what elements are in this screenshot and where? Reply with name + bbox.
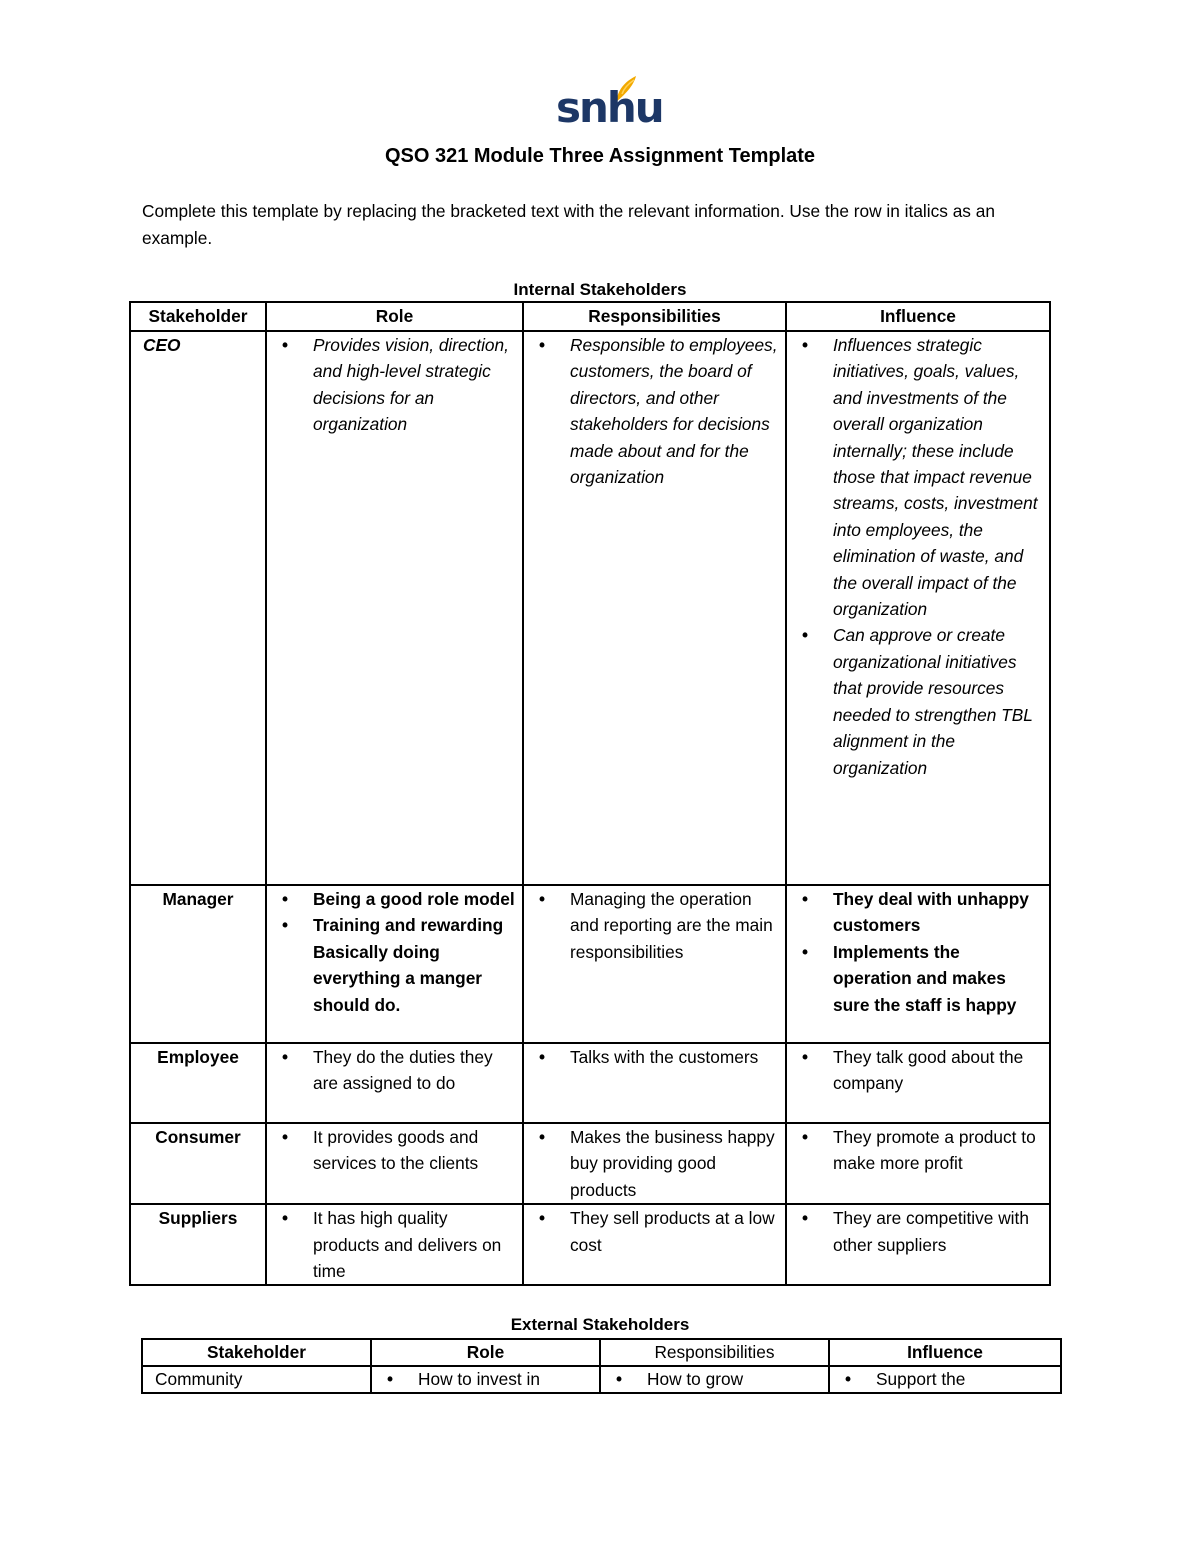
- header-responsibilities: Responsibilities: [523, 302, 786, 331]
- role-cell: [266, 885, 523, 1043]
- stakeholder-cell: Consumer: [130, 1123, 266, 1204]
- header-role: Role: [266, 302, 523, 331]
- stakeholder-cell: Suppliers: [130, 1204, 266, 1285]
- list-item: • How to invest in: [378, 1367, 593, 1392]
- influence-cell: [786, 885, 1050, 1043]
- list-item: • They promote a product to make more profit: [793, 1124, 1043, 1177]
- list-item: • They deal with unhappy customers: [793, 886, 1043, 939]
- list-item: • Managing the operation and reporting are the main responsibilities: [530, 886, 779, 965]
- role-cell: [371, 1366, 600, 1393]
- header-role: Role: [371, 1339, 600, 1366]
- header-responsibilities: Responsibilities: [600, 1339, 829, 1366]
- snhu-logo: [556, 74, 663, 132]
- role-cell: [266, 331, 523, 885]
- list-item: • Support the: [836, 1367, 1054, 1392]
- list-item: • They do the duties they are assigned to do: [273, 1044, 516, 1097]
- list-item: • Being a good role model: [273, 886, 516, 912]
- list-item: • Provides vision, direction, and high-level strategic decisions for an organization: [273, 332, 516, 438]
- role-cell: [266, 1123, 523, 1204]
- list-item: • They talk good about the company: [793, 1044, 1043, 1097]
- list-item: • How to grow: [607, 1367, 822, 1392]
- responsibilities-cell: [523, 1204, 786, 1285]
- internal-stakeholders-caption: Internal Stakeholders: [513, 280, 687, 299]
- stakeholder-cell: CEO: [130, 331, 266, 885]
- header-influence: Influence: [786, 302, 1050, 331]
- internal-stakeholders-table: [129, 301, 1051, 1286]
- influence-cell: [786, 1204, 1050, 1285]
- responsibilities-cell: [523, 885, 786, 1043]
- logo-wordmark: snhu: [556, 83, 663, 132]
- list-item: • They are competitive with other suppliers: [793, 1205, 1043, 1258]
- list-item: • They sell products at a low cost: [530, 1205, 779, 1258]
- list-item: • Talks with the customers: [530, 1044, 779, 1070]
- table-row-ceo: [130, 331, 1050, 885]
- list-item: • Influences strategic initiatives, goals, values, and investments of the overall organization internally; these include those that impact revenue streams, costs, investment into employees, the elimination of waste, and the overall impact of the organization: [793, 332, 1043, 622]
- responsibilities-cell: [523, 331, 786, 885]
- list-item: • Implements the operation and makes sure the staff is happy: [793, 939, 1043, 1018]
- list-item: • Training and rewarding Basically doing everything a manger should do.: [273, 912, 516, 1018]
- list-item: • It has high quality products and delivers on time: [273, 1205, 516, 1284]
- influence-cell: [786, 1043, 1050, 1123]
- list-item: • Makes the business happy buy providing good products: [530, 1124, 779, 1203]
- stakeholder-cell: Employee: [130, 1043, 266, 1123]
- table-row-manager: [130, 885, 1050, 1043]
- role-cell: [266, 1204, 523, 1285]
- external-stakeholders-caption: External Stakeholders: [510, 1315, 690, 1334]
- stakeholder-cell: Manager: [130, 885, 266, 1043]
- table-row-suppliers: [130, 1204, 1050, 1285]
- role-cell: [266, 1043, 523, 1123]
- table-header-row: [130, 302, 1050, 331]
- table-row-employee: [130, 1043, 1050, 1123]
- page-title: QSO 321 Module Three Assignment Template: [384, 145, 816, 167]
- table-row-community: [142, 1366, 1061, 1393]
- header-stakeholder: Stakeholder: [142, 1339, 371, 1366]
- responsibilities-cell: [523, 1123, 786, 1204]
- responsibilities-cell: [523, 1043, 786, 1123]
- external-stakeholders-table: [141, 1338, 1062, 1394]
- responsibilities-cell: [600, 1366, 829, 1393]
- list-item: • It provides goods and services to the clients: [273, 1124, 516, 1177]
- table-row-consumer: [130, 1123, 1050, 1204]
- influence-cell: [829, 1366, 1061, 1393]
- stakeholder-cell: Community: [142, 1366, 371, 1393]
- header-influence: Influence: [829, 1339, 1061, 1366]
- list-item: • Responsible to employees, customers, the board of directors, and other stakeholders for decisions made about and for the organization: [530, 332, 779, 490]
- table-header-row: [142, 1339, 1061, 1366]
- header-stakeholder: Stakeholder: [130, 302, 266, 331]
- instructions-text: Complete this template by replacing the bracketed text with the relevant information. Use the row in italics as an example.: [142, 201, 995, 248]
- influence-cell: [786, 331, 1050, 885]
- influence-cell: [786, 1123, 1050, 1204]
- list-item: • Can approve or create organizational initiatives that provide resources needed to strengthen TBL alignment in the organization: [793, 622, 1043, 780]
